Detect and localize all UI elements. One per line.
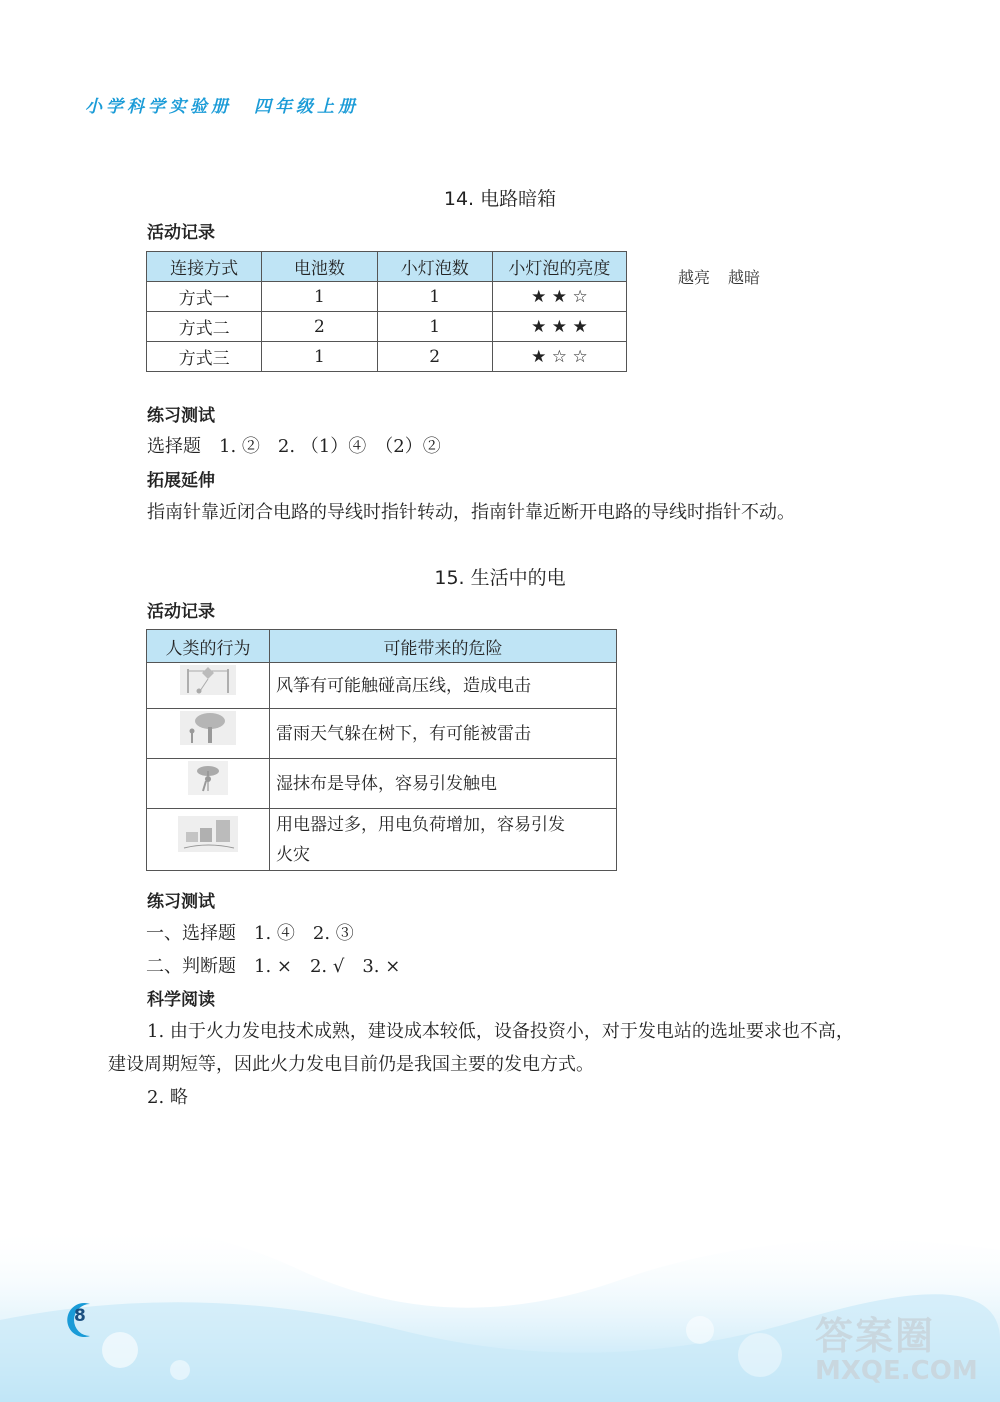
table-cell: 1 [262,282,377,312]
book-header [85,92,359,117]
danger-cell: 湿抹布是导体，容易引发触电 [270,759,617,809]
dimmer-label: 越暗 [728,268,761,287]
section-15-choice-answers: 一、选择题 1. ④ 2. ③ [146,923,354,944]
reading-line-2: 建设周期短等，因此火力发电目前仍是我国主要的发电方式。 [108,1054,594,1075]
table-header-row [147,252,627,282]
danger-cell: 雷雨天气躲在树下，有可能被雷击 [270,709,617,759]
section-15-title: 15. 生活中的电 [434,567,566,589]
danger-table [146,629,617,871]
table-row [147,312,627,342]
watermark [815,1305,978,1386]
section-14-extension-label: 拓展延伸 [147,471,215,491]
table-cell: 2 [262,312,377,342]
watermark-bottom: MXQE.COM [815,1356,978,1386]
header-cell: 可能带来的危险 [270,630,617,663]
kite-icon [147,663,270,709]
circuit-table [146,251,627,372]
watermark-top: 答案圈 [815,1314,936,1358]
table-cell: 1 [262,342,377,372]
brightness-note [678,265,778,288]
table-row [147,809,617,871]
book-title: 小学科学实验册 [85,97,232,117]
table-row [147,663,617,709]
table-header-row [147,630,617,663]
section-14-practice-answers: 选择题 1. ② 2. （1）④ （2）② [147,436,441,457]
table-row [147,282,627,312]
section-15-reading-label: 科学阅读 [147,990,215,1010]
reading-line-1: 1. 由于火力发电技术成熟，建设成本较低，设备投资小，对于发电站的选址要求也不高， [147,1021,854,1042]
wet-cloth-icon [147,759,270,809]
section-14-extension-text: 指南针靠近闭合电路的导线时指针转动，指南针靠近断开电路的导线时指针不动。 [147,502,795,523]
danger-cell [270,809,617,871]
section-15-practice-label: 练习测试 [147,892,215,912]
table-cell: ★ ★ ★ [492,312,626,342]
header-cell: 电池数 [262,252,377,282]
table-cell: 方式二 [147,312,262,342]
page-number: 8 [74,1306,86,1326]
table-cell: 2 [377,342,492,372]
section-14-activity-label: 活动记录 [147,223,215,243]
section-15-judge-answers: 二、判断题 1. × 2. √ 3. × [146,956,401,977]
header-cell: 连接方式 [147,252,262,282]
section-14-practice-label: 练习测试 [147,406,215,426]
header-cell: 小灯泡的亮度 [492,252,626,282]
table-row [147,342,627,372]
appliances-icon [147,809,270,871]
tree-storm-icon [147,709,270,759]
table-row [147,759,617,809]
brighter-label: 越亮 [678,268,711,287]
table-cell: 方式一 [147,282,262,312]
reading-line-3: 2. 略 [147,1087,188,1108]
table-cell: 方式三 [147,342,262,372]
table-row [147,709,617,759]
table-cell: ★ ★ ☆ [492,282,626,312]
danger-cell: 风筝有可能触碰高压线，造成电击 [270,663,617,709]
section-15-activity-label: 活动记录 [147,602,215,622]
danger-line: 用电器过多，用电负荷增加，容易引发 [276,814,565,835]
header-cell: 小灯泡数 [377,252,492,282]
table-cell: 1 [377,282,492,312]
section-14-title: 14. 电路暗箱 [443,188,557,210]
header-cell: 人类的行为 [147,630,270,663]
table-cell: 1 [377,312,492,342]
table-cell: ★ ☆ ☆ [492,342,626,372]
danger-line: 火灾 [276,844,310,865]
grade-label: 四年级上册 [254,97,359,117]
